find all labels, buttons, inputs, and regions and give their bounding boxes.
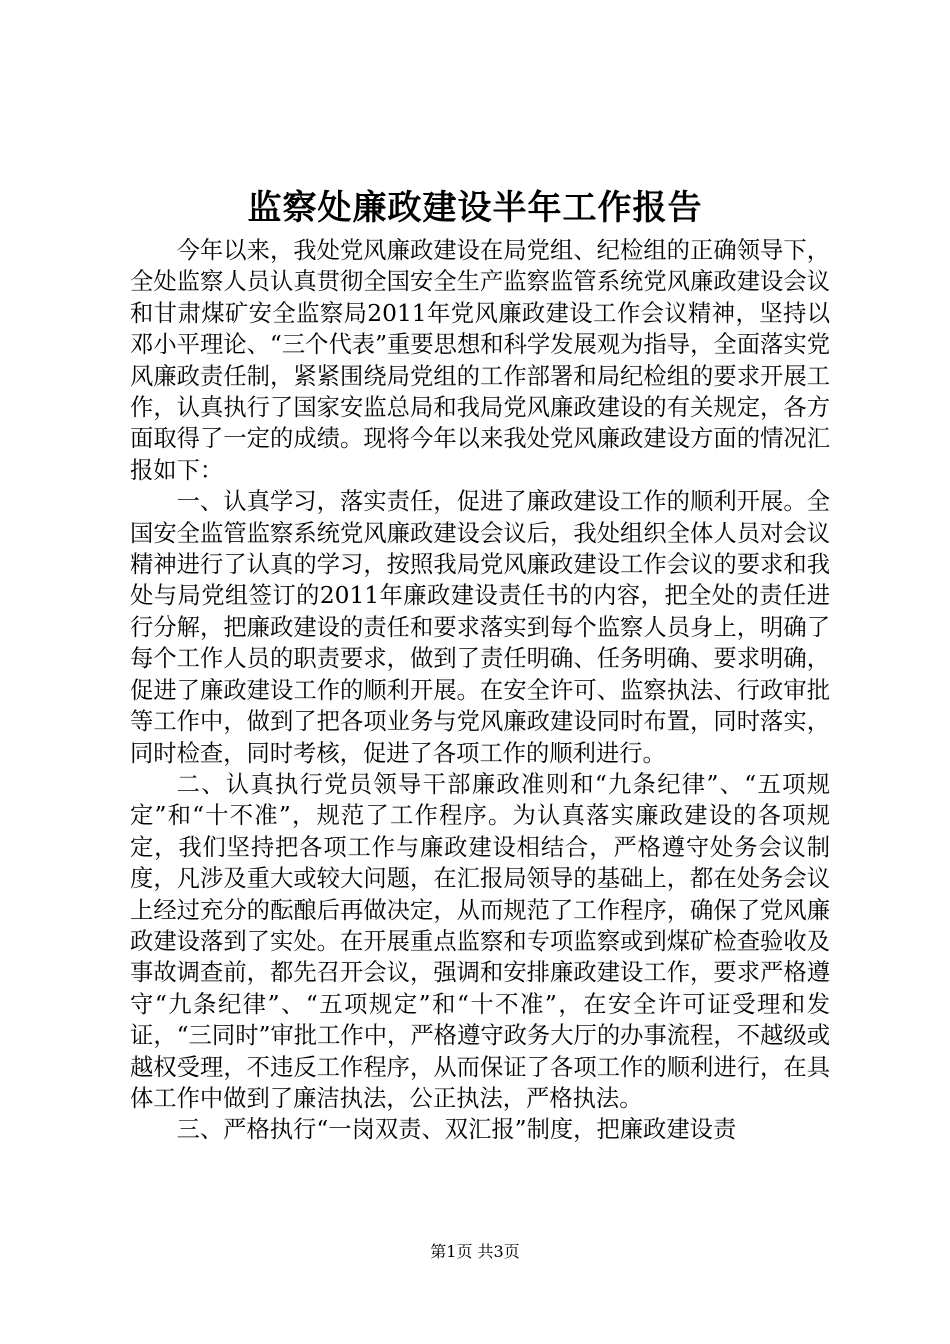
paragraph-section-3: 三、严格执行“一岗双责、双汇报”制度，把廉政建设责 (176, 1116, 737, 1144)
page-footer: 第1页 共3页 (430, 1242, 520, 1261)
paragraph-intro: 今年以来，我处党风廉政建设在局党组、纪检组的正确领导下，全处监察人员认真贯彻全国安全生产监察监管系统党风廉政建设会议和甘肃煤矿安全监察局2011年党风廉政建设工作会议精神，坚持以邓小平理论、“三个代表”重要思想和科学发展观为指导，全面落实党风廉政责任制，紧紧围绕局党组的工作部署和局纪检组的要求开展工作，认真执行了国家安监总局和我局党风廉政建设的有关规定，各方面取得了一定的成绩。现将今年以来我处党风廉政建设方面的情况汇报如下： (130, 237, 830, 484)
document-title: 监察处廉政建设半年工作报告 (247, 188, 703, 228)
paragraph-section-1: 一、认真学习，落实责任，促进了廉政建设工作的顺利开展。全国安全监管监察系统党风廉政建设会议后，我处组织全体人员对会议精神进行了认真的学习，按照我局党风廉政建设工作会议的要求和我处与局党组签订的2011年廉政建设责任书的内容，把全处的责任进行分解，把廉政建设的责任和要求落实到每个监察人员身上，明确了每个工作人员的职责要求，做到了责任明确、任务明确、要求明确，促进了廉政建设工作的顺利开展。在安全许可、监察执法、行政审批等工作中，做到了把各项业务与党风廉政建设同时布置，同时落实，同时检查，同时考核，促进了各项工作的顺利进行。 (130, 488, 830, 767)
document-body (130, 235, 830, 1146)
paragraph-section-2: 二、认真执行党员领导干部廉政准则和“九条纪律”、“五项规定”和“十不准”，规范了工作程序。为认真落实廉政建设的各项规定，我们坚持把各项工作与廉政建设相结合，严格遵守处务会议制度，凡涉及重大或较大问题，在汇报局领导的基础上，都在处务会议上经过充分的酝酿后再做决定，从而规范了工作程序，确保了党风廉政建设落到了实处。在开展重点监察和专项监察或到煤矿检查验收及事故调查前，都先召开会议，强调和安排廉政建设工作，要求严格遵守“九条纪律”、“五项规定”和“十不准”，在安全许可证受理和发证，“三同时”审批工作中，严格遵守政务大厅的办事流程，不越级或越权受理，不违反工作程序，从而保证了各项工作的顺利进行，在具体工作中做到了廉洁执法，公正执法，严格执法。 (130, 770, 830, 1112)
